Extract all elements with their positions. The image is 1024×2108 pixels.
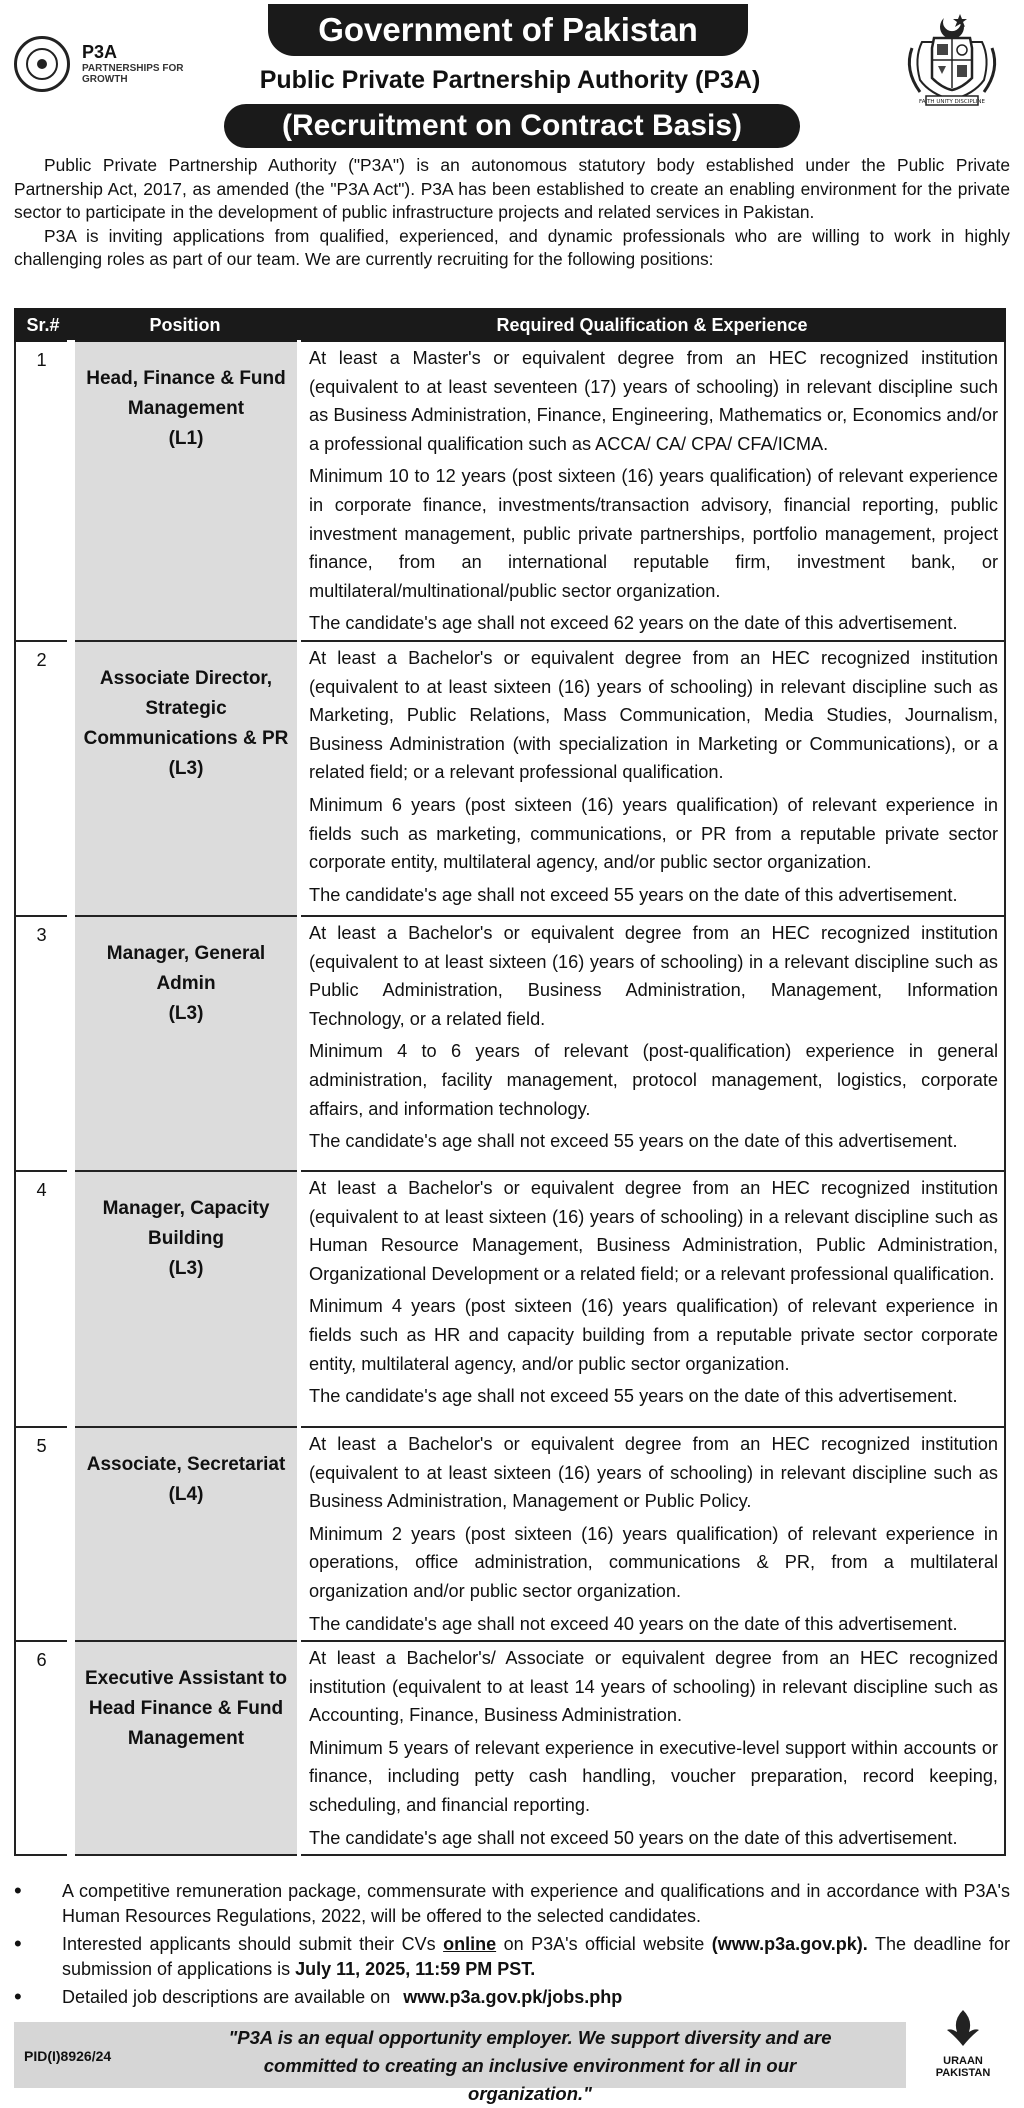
recruitment-banner: (Recruitment on Contract Basis) [224,104,800,148]
state-emblem-icon [900,8,1004,112]
qualification-text: At least a Master's or equivalent degree from an HEC recognized institution (equivalent to at least seventeen (17) years of schooling) in relevant discipline such as Business Administration, Finance, Engineering, Mathematics or, Economics and/or a professional qualification such as ACCA/ CA/ CPA/ CFA/ICMA. [309,348,998,454]
experience-text: Minimum 5 years of relevant experience in executive-level support within accounts or finance, including petty cash handling, voucher preparation, record keeping, scheduling, and financial reporting. [309,1737,998,1816]
header-requirements: Required Qualification & Experience [299,309,1005,341]
apply-note-text: Interested applicants should submit their CVs [62,1934,444,1954]
header-sr: Sr.# [15,309,71,341]
table-header-row [15,309,1005,341]
position-level: (L3) [168,757,204,779]
government-title: Government of Pakistan [268,4,748,56]
experience-text: Minimum 10 to 12 years (post sixteen (16) years qualification) of relevant experience in corporate finance, investments/transaction advisory, financial reporting, public investment management, public private partnerships, portfolio management, project finance, from an international reputable firm, investment bank, or multilateral/multinational/public sector organization. [309,466,998,601]
qualification-text: At least a Bachelor's or equivalent degree from an HEC recognized institution (equivalent to at least sixteen (16) years of schooling) in relevant discipline such as Marketing, Public Relations, Mass Communication, Media Studies, Journalism, Business Administration (with specialization in Marketing or Communications), or a related field; or a relevant professional qualification. [309,647,998,783]
pid-number: PID(I)8926/24 [24,2048,112,2064]
website-link[interactable]: (www.p3a.gov.pk). [711,1934,868,1954]
uraan-bird-icon [943,2006,983,2050]
experience-text: Minimum 4 to 6 years of relevant (post-qualification) experience in general administration, facility management, protocol management, logistics, corporate affairs, and information technology. [309,1041,998,1119]
age-limit-text: The candidate's age shall not exceed 55 years on the date of this advertisement. [309,1131,958,1152]
position-title: Associate, Secretariat [86,1453,286,1475]
list-item [10,1879,1010,1928]
age-limit-text: The candidate's age shall not exceed 62 years on the date of this advertisement. [309,613,958,634]
row-sr: 6 [15,1641,71,1855]
job-description-note: Detailed job descriptions are available on [62,1987,396,2007]
experience-text: Minimum 4 years (post sixteen (16) years qualification) of relevant experience in fields such as HR and capacity building from a reputable private sector corporate entity, multilateral agency, and/or public sector organization. [309,1296,998,1374]
row-sr: 1 [15,341,71,641]
row-sr: 5 [15,1427,71,1641]
position-title: Manager, General Admin [106,942,266,994]
emblem-motto: FAITH UNITY DISCIPLINE [919,99,985,105]
age-limit-text: The candidate's age shall not exceed 50 years on the date of this advertisement. [309,1827,958,1848]
qualification-text: At least a Bachelor's or equivalent degree from an HEC recognized institution (equivalent to at least sixteen (16) years of schooling) in a relevant discipline such as Public Administration, Business Administration, Management, Information Technology, or a related field. [309,922,998,1029]
position-level: (L4) [168,1483,204,1505]
position-title: Executive Assistant to Head Finance & Fund Management [84,1668,288,1750]
intro-paragraph-2: P3A is inviting applications from qualified, experienced, and dynamic professionals who are willing to work in highly challenging roles as part of our team. We are currently recruiting for the following positions: [14,225,1010,269]
application-notes [10,1879,1010,2014]
age-limit-text: The candidate's age shall not exceed 55 years on the date of this advertisement. [309,884,958,905]
intro-text [14,154,1010,272]
position-title: Head, Finance & Fund Management [86,368,286,419]
experience-text: Minimum 6 years (post sixteen (16) years qualification) of relevant experience in fields such as marketing, communications, or PR from a reputable private sector corporate entity, multilateral agency, and/or public sector organization. [309,794,998,873]
deadline-label: The deadline for submission of applications is [62,1934,1011,1979]
p3a-logo-icon [14,36,70,92]
row-sr: 4 [15,1171,71,1427]
position-level: (L1) [168,428,204,449]
table-row [15,641,1005,916]
remuneration-note: A competitive remuneration package, commensurate with experience and qualifications and in accordance with P3A's Human Resources Regulations, 2022, will be offered to the selected candidates. [62,1881,1010,1926]
row-sr: 2 [15,641,71,916]
position-title: Associate Director, Strategic Communications & PR [83,667,289,749]
list-item [10,1932,1010,1981]
table-row [15,1427,1005,1641]
pakistan-label: PAKISTAN [935,2067,991,2079]
motto-line-2: committed to creating an inclusive environment for all in our organization." [263,2055,797,2104]
authority-title: Public Private Partnership Authority (P3A) [259,66,761,94]
qualification-text: At least a Bachelor's/ Associate or equivalent degree from an HEC recognized institution (equivalent to at least 14 years of schooling) in relevant discipline such as Accounting, Finance, Business Administration. [309,1648,998,1726]
table-row [15,1641,1005,1855]
table-row [15,1171,1005,1427]
position-title: Manager, Capacity Building [102,1197,270,1249]
jobs-page-link[interactable]: www.p3a.gov.pk/jobs.php [403,1987,623,2007]
age-limit-text: The candidate's age shall not exceed 55 years on the date of this advertisement. [309,1386,958,1407]
qualification-text: At least a Bachelor's or equivalent degree from an HEC recognized institution (equivalent to at least sixteen (16) years of schooling) in relevant discipline such as Business Administration, Management or Public Policy. [309,1433,998,1512]
uraan-pakistan-logo [920,2006,1006,2092]
table-row [15,341,1005,641]
p3a-logo [14,36,192,92]
position-level: (L3) [168,1002,204,1024]
age-limit-text: The candidate's age shall not exceed 40 years on the date of this advertisement. [309,1613,958,1634]
motto-line-1: "P3A is an equal opportunity employer. We support diversity and are [228,2027,832,2048]
position-level: (L3) [168,1257,204,1279]
equal-opportunity-statement [210,2024,850,2108]
uraan-label: URAAN [943,2055,983,2067]
experience-text: Minimum 2 years (post sixteen (16) years qualification) of relevant experience in operations, office administration, communications & PR, from a multilateral organization and/or public sector organization. [309,1523,998,1601]
header-position: Position [71,309,299,341]
list-item [10,1985,1010,2010]
deadline-date: July 11, 2025, 11:59 PM PST. [295,1958,536,1979]
apply-note-text-2: on P3A's official website [496,1934,712,1954]
org-abbr: P3A [82,42,118,63]
table-row [15,916,1005,1171]
qualification-text: At least a Bachelor's or equivalent degree from an HEC recognized institution (equivalent to at least sixteen (16) years of schooling) in a relevant discipline such as Human Resource Management, Business Administration, Public Administration, Organizational Development or a related field; or a relevant professional qualification. [309,1177,998,1284]
org-tagline: PARTNERSHIPS FOR GROWTH [82,62,184,85]
row-sr: 3 [15,916,71,1171]
positions-table [14,308,1006,1856]
intro-paragraph-1: Public Private Partnership Authority ("P3A") is an autonomous statutory body established under the Public Private Partnership Act, 2017, as amended (the "P3A Act"). P3A has been established to create an enabling environment for the private sector to participate in the development of public infrastructure projects and related services in Pakistan. [14,155,1010,222]
online-link[interactable]: online [443,1934,497,1954]
